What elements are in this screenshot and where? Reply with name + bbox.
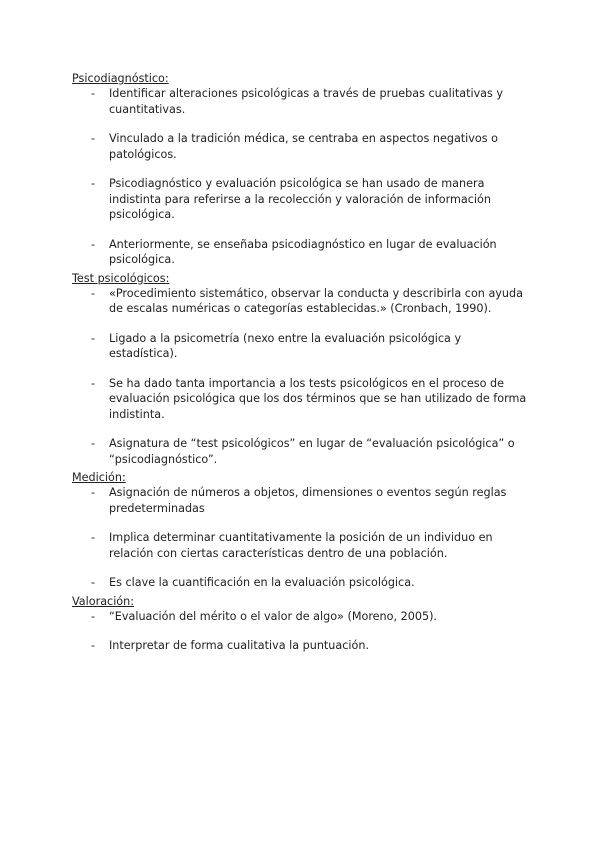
dash-icon: - <box>91 177 96 190</box>
dash-icon: - <box>91 87 96 100</box>
list-item <box>72 609 532 625</box>
list-item <box>72 376 532 423</box>
dash-icon: - <box>91 576 96 589</box>
dash-icon: - <box>91 376 96 390</box>
section-medicion <box>72 470 532 591</box>
dash-icon: - <box>91 486 96 499</box>
dash-icon: - <box>91 331 96 345</box>
dash-icon: - <box>91 237 96 251</box>
list-item-text: Es clave la cuantificación en la evaluación psicológica. <box>109 576 415 589</box>
section-heading: Medición: <box>72 471 126 484</box>
bullet-list <box>72 286 532 468</box>
bullet-list <box>72 86 532 268</box>
dash-icon: - <box>91 132 96 145</box>
list-item <box>72 485 532 516</box>
list-item <box>72 176 532 223</box>
list-item <box>72 86 532 117</box>
list-item-text: Identificar alteraciones psicológicas a través de pruebas cualitativas y cuantitativas. <box>109 87 504 116</box>
bullet-list <box>72 485 532 591</box>
list-item <box>72 237 532 268</box>
list-item <box>72 131 532 162</box>
list-item-text: «Procedimiento sistemático, observar la conducta y describirla con ayuda de escalas numéricas o categorías establecidas.» (Cronbach, 1990). <box>109 286 523 315</box>
list-item <box>72 286 532 317</box>
list-item <box>72 530 532 561</box>
dash-icon: - <box>91 437 96 450</box>
list-item <box>72 638 532 654</box>
dash-icon: - <box>91 609 96 623</box>
section-heading: Psicodiagnóstico: <box>72 72 169 85</box>
list-item-text: Psicodiagnóstico y evaluación psicológica se han usado de manera indistinta para referirse a la recolección y valoración de información psicológica. <box>109 177 491 221</box>
section-heading: Valoración: <box>72 594 135 608</box>
list-item <box>72 331 532 362</box>
list-item-text: Vinculado a la tradición médica, se centraba en aspectos negativos o patológicos. <box>109 132 498 161</box>
list-item-text: Implica determinar cuantitativamente la posición de un individuo en relación con ciertas características dentro de una población. <box>109 531 493 560</box>
list-item <box>72 575 532 591</box>
list-item-text: Ligado a la psicometría (nexo entre la evaluación psicológica y estadística). <box>109 331 462 360</box>
list-item <box>72 436 532 467</box>
section-psicodiagnostico <box>72 71 532 268</box>
bullet-list <box>72 609 532 654</box>
section-valoracion <box>72 594 532 654</box>
list-item-text: Interpretar de forma cualitativa la puntuación. <box>109 639 369 652</box>
section-test-psicologicos <box>72 271 532 468</box>
section-heading: Test psicológicos: <box>72 271 170 285</box>
list-item-text: “Evaluación del mérito o el valor de algo» (Moreno, 2005). <box>109 609 437 623</box>
list-item-text: Se ha dado tanta importancia a los tests psicológicos en el proceso de evaluación psicológica que los dos términos que se han utilizado de forma indistinta. <box>109 376 527 421</box>
list-item-text: Asignatura de “test psicológicos” en lugar de “evaluación psicológica” o “psicodiagnóstico”. <box>109 437 515 466</box>
dash-icon: - <box>91 639 96 652</box>
list-item-text: Anteriormente, se enseñaba psicodiagnóstico en lugar de evaluación psicológica. <box>109 237 497 266</box>
list-item-text: Asignación de números a objetos, dimensiones o eventos según reglas predeterminadas <box>109 486 507 515</box>
dash-icon: - <box>91 286 96 300</box>
document-page <box>72 71 532 657</box>
dash-icon: - <box>91 531 96 544</box>
